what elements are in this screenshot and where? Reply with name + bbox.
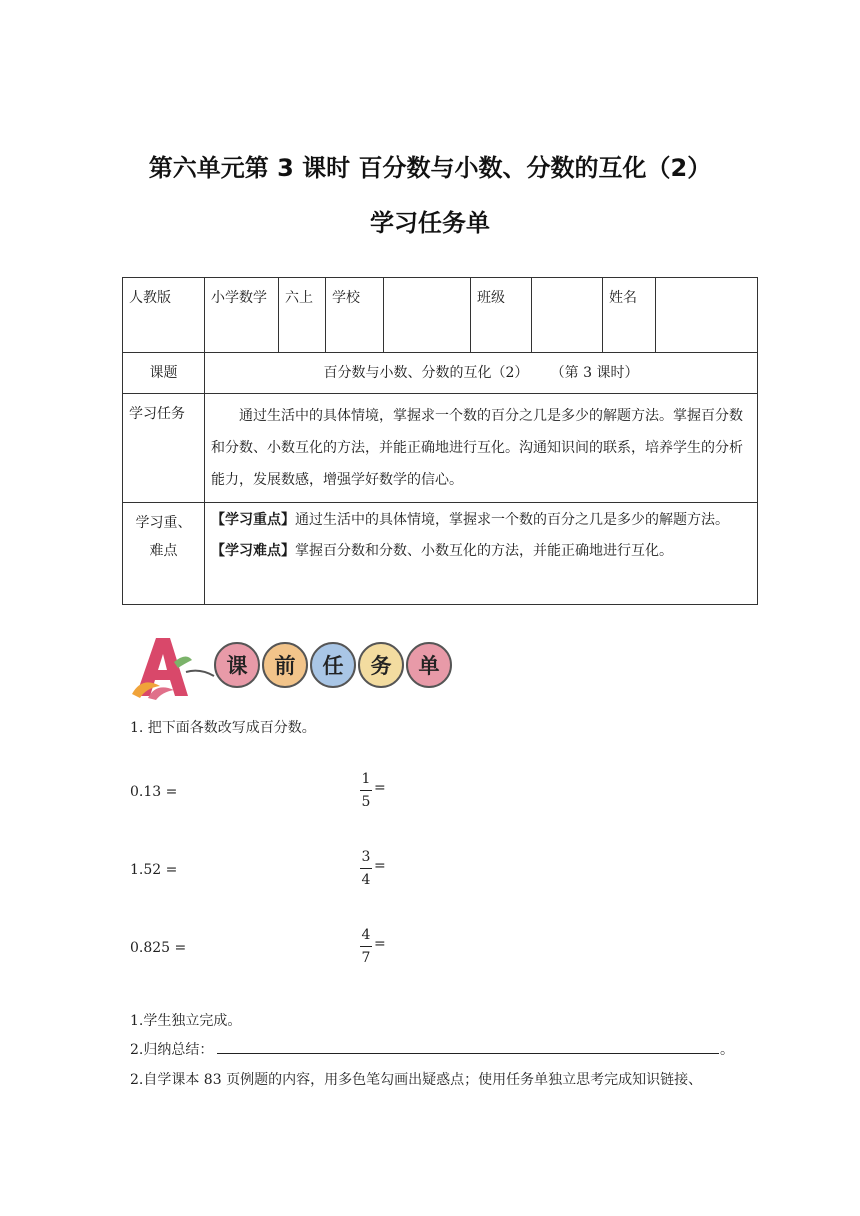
grade-cell: 六上 [279, 278, 326, 353]
fraction-2-equals: = [374, 858, 386, 874]
fraction-2-denominator: 4 [361, 872, 371, 888]
class-field[interactable] [532, 278, 603, 353]
fraction-1-equals: = [374, 780, 386, 796]
topic-value: 百分数与小数、分数的互化（2） （第 3 课时） [205, 353, 758, 394]
subject-cell: 小学数学 [205, 278, 279, 353]
exercise-question: 1. 把下面各数改写成百分数。 [130, 720, 316, 736]
decimal-2: 1.52 = [130, 862, 178, 878]
key-label: 学习重、难点 [123, 503, 205, 605]
page-title: 第六单元第 3 课时 百分数与小数、分数的互化（2） [148, 154, 712, 182]
school-label: 学校 [326, 278, 384, 353]
fraction-2 [360, 848, 386, 889]
fraction-3-denominator: 7 [361, 950, 371, 966]
fraction-bar [360, 790, 372, 791]
fraction-3-equals: = [374, 936, 386, 952]
decimal-1: 0.13 = [130, 784, 178, 800]
section-banner [130, 632, 460, 702]
note-line-1: 1.学生独立完成。 [130, 1013, 242, 1029]
info-table [122, 277, 758, 605]
summary-answer-line[interactable] [217, 1053, 719, 1054]
banner-char-3: 任 [310, 642, 356, 688]
note-line-2-label: 2.归纳总结： [130, 1042, 214, 1058]
key-point-tag: 【学习重点】 [211, 512, 295, 528]
fraction-bar [360, 868, 372, 869]
fraction-3-numerator: 4 [361, 927, 371, 943]
fraction-1-numerator: 1 [361, 771, 371, 787]
task-label: 学习任务 [123, 394, 205, 503]
banner-letter-icon [130, 632, 220, 702]
fraction-3 [360, 926, 386, 967]
key-content [205, 503, 758, 605]
name-field[interactable] [656, 278, 758, 353]
decimal-3: 0.825 = [130, 940, 187, 956]
school-field[interactable] [384, 278, 471, 353]
task-row [123, 394, 758, 503]
banner-char-2: 前 [262, 642, 308, 688]
fraction-2-numerator: 3 [361, 849, 371, 865]
difficulty-point [211, 536, 751, 567]
info-row-header [123, 278, 758, 353]
edition-cell: 人教版 [123, 278, 205, 353]
note-line-2-end: 。 [720, 1042, 734, 1058]
fraction-1 [360, 770, 386, 811]
topic-label: 课题 [123, 353, 205, 394]
name-label: 姓名 [603, 278, 656, 353]
fraction-bar [360, 946, 372, 947]
topic-row [123, 353, 758, 394]
fraction-1-denominator: 5 [361, 794, 371, 810]
key-point-text: 通过生活中的具体情境，掌握求一个数的百分之几是多少的解题方法。 [295, 512, 729, 528]
key-point [211, 505, 751, 536]
difficulty-text: 掌握百分数和分数、小数互化的方法，并能正确地进行互化。 [295, 543, 673, 559]
difficulty-tag: 【学习难点】 [211, 543, 295, 559]
banner-char-1: 课 [214, 642, 260, 688]
banner-char-4: 务 [358, 642, 404, 688]
class-label: 班级 [471, 278, 532, 353]
task-text: 通过生活中的具体情境，掌握求一个数的百分之几是多少的解题方法。掌握百分数和分数、小数互化的方法，并能正确地进行互化。沟通知识间的联系，培养学生的分析能力，发展数感，增强学好数学的信心。 [205, 394, 758, 503]
page-subtitle: 学习任务单 [370, 209, 490, 237]
banner-char-5: 单 [406, 642, 452, 688]
key-row [123, 503, 758, 605]
note-line-3: 2.自学课本 83 页例题的内容，用多色笔勾画出疑惑点；使用任务单独立思考完成知识链接、 [130, 1072, 703, 1088]
